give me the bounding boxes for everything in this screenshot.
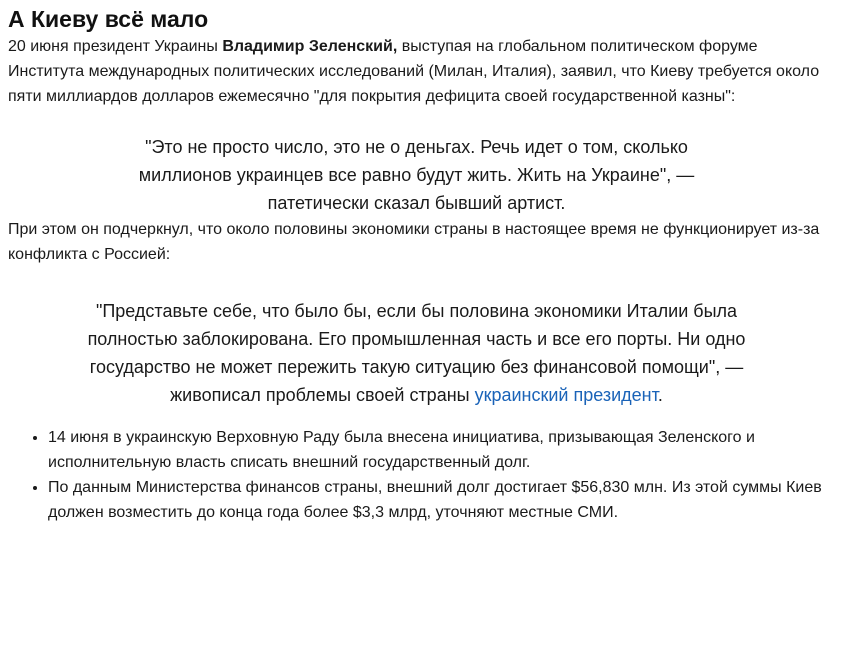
president-link[interactable]: украинский президент: [474, 385, 658, 405]
quote-second-end: .: [657, 385, 663, 405]
intro-text-end: выступая на глобальном политическом форуме Института международных политических исследований (Милан, Италия), заявил, что Киеву требуется около пяти миллиардов долларов ежемесячно "для покрытия дефицита своей государственной казны":: [8, 38, 820, 105]
quote-second-text: "Представьте себе, что было бы, если бы половина экономики Италии была полностью заблокирована. Его промышленная часть и все его порты. Ни одно государство не может пережить такую ситуацию без финансовой помощи", — живописал проблемы своей страны: [87, 301, 746, 405]
quote-second: [8, 297, 835, 409]
person-name: Владимир Зеленский,: [222, 38, 398, 55]
intro-paragraph: [8, 34, 828, 109]
intro-text-start: 20 июня президент Украины: [8, 38, 223, 55]
second-paragraph: При этом он подчеркнул, что около половины экономики страны в настоящее время не функционирует из-за конфликта с Россией:: [8, 221, 820, 263]
list-item: • 14 июня в украинскую Верховную Раду была внесена инициатива, призывающая Зеленского и исполнительную власть списать внешний государственный долг.: [48, 425, 835, 475]
bullet-list: [8, 425, 835, 525]
article-title: А Киеву всё мало: [8, 6, 209, 32]
list-item: • По данным Министерства финансов страны, внешний долг достигает $56,830 млн. Из этой суммы Киев должен возместить до конца года более $3,3 млрд, уточняют местные СМИ.: [48, 475, 835, 525]
quote-first: "Это не просто число, это не о деньгах. Речь идет о том, сколько миллионов украинцев все равно будут жить. Жить на Украине", — патетически сказал бывший артист.: [138, 137, 695, 213]
